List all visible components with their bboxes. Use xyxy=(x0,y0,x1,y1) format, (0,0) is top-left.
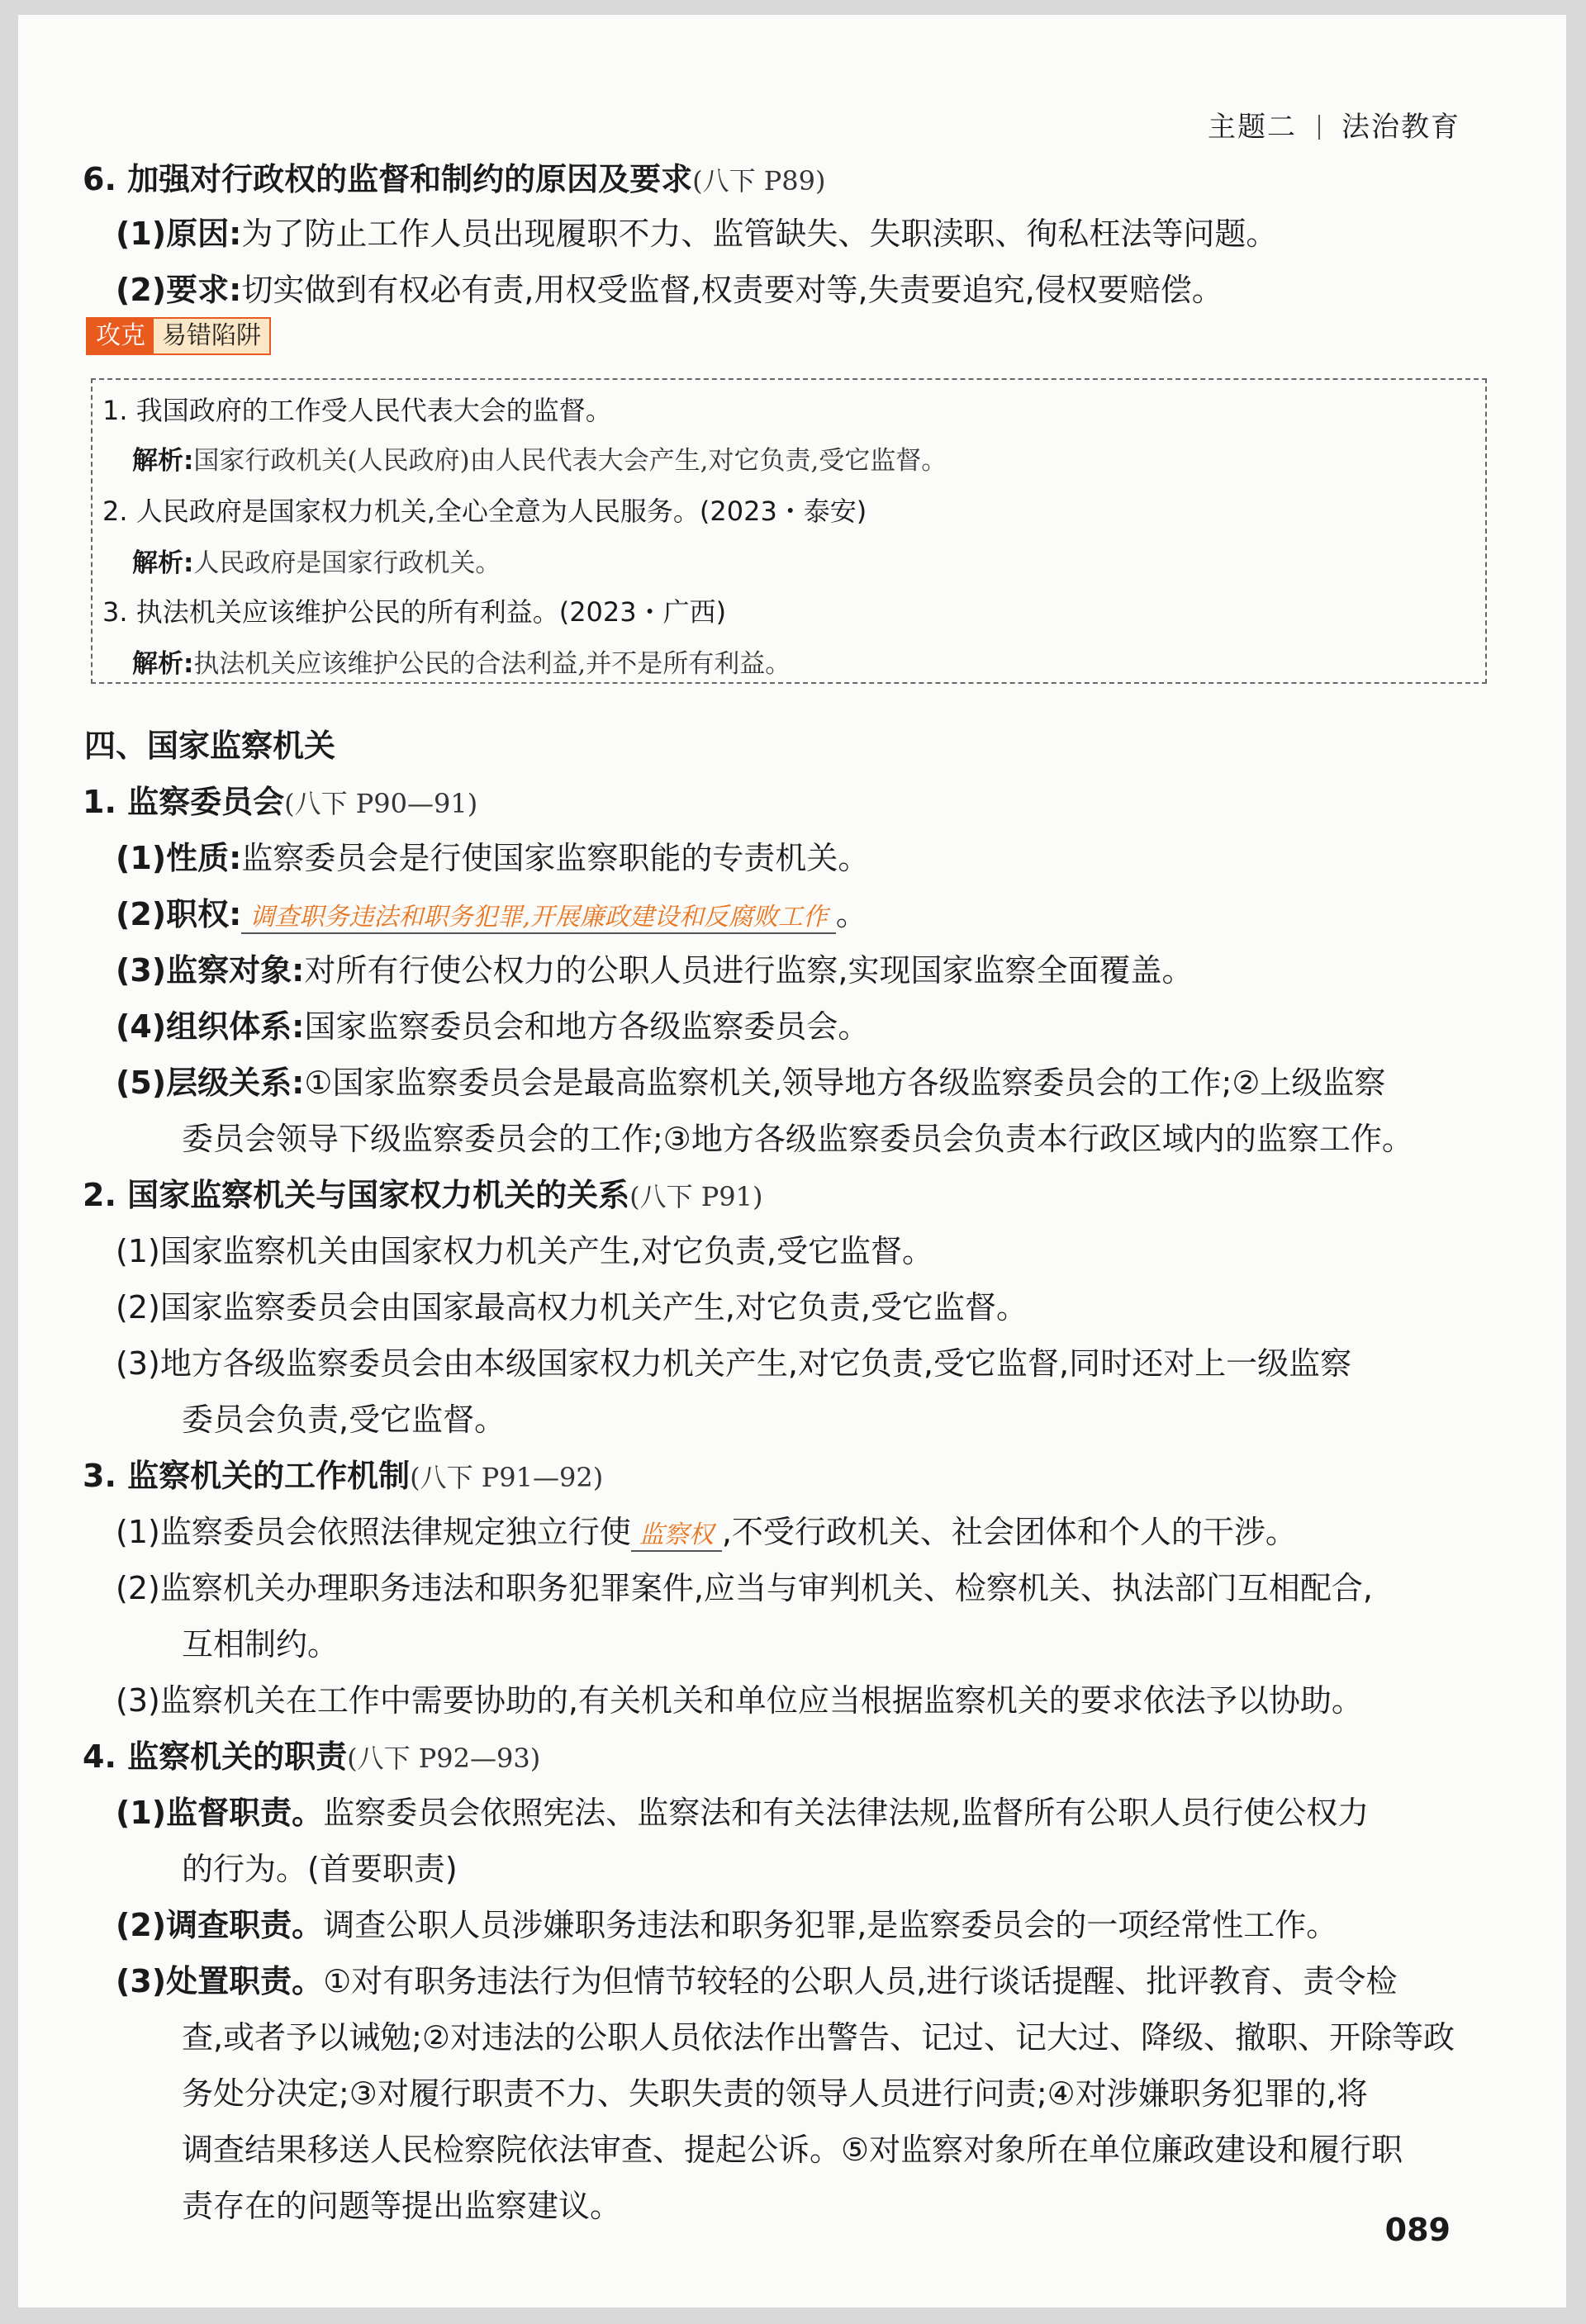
item-text: 切实做到有权必有责,用权受监督,权责要对等,失责要追究,侵权要赔偿。 xyxy=(241,272,1223,308)
item-text-cont: 查,或者予以诫勉;②对违法的公职人员依法作出警告、记过、记大过、降级、撤职、开除等政 xyxy=(182,2019,1455,2056)
p3-ref: (八下 P91—92) xyxy=(410,1462,604,1493)
item-text: 国家监察委员会和地方各级监察委员会。 xyxy=(304,1008,870,1045)
item-text-cont: 调查结果移送人民检察院依法审查、提起公诉。⑤对监察对象所在单位廉政建设和履行职 xyxy=(182,2132,1403,2168)
p2-ref: (八下 P91) xyxy=(629,1181,763,1212)
item-text-cont: 的行为。(首要职责) xyxy=(182,1851,458,1887)
page xyxy=(18,15,1566,2307)
trap-answer xyxy=(132,643,791,680)
p3-item-1 xyxy=(116,1506,1566,1552)
p4-ref: (八下 P92—93) xyxy=(347,1743,541,1774)
trap-box xyxy=(91,378,1487,684)
item-text: 对所有行使公权力的公职人员进行监察,实现国家监察全面覆盖。 xyxy=(304,952,1194,989)
badge-label: 易错陷阱 xyxy=(154,319,269,353)
p2-item-3: (3)地方各级监察委员会由本级国家权力机关产生,对它负责,受它监督,同时还对上一级监察 xyxy=(116,1345,1352,1382)
p1-title: 1. 监察委员会 xyxy=(83,784,285,820)
answer-label: 解析: xyxy=(132,548,194,578)
p1-item-1 xyxy=(116,832,1566,878)
item-text: ,不受行政机关、社会团体和个人的干涉。 xyxy=(721,1514,1297,1550)
header-divider xyxy=(1318,115,1320,140)
item-label: (2)调查职责。 xyxy=(116,1907,324,1943)
p1-item-3 xyxy=(116,945,1566,990)
item-text-cont: 委员会领导下级监察委员会的工作;③地方各级监察委员会负责本行政区域内的监察工作。 xyxy=(182,1121,1413,1157)
answer-text: 人民政府是国家行政机关。 xyxy=(193,548,501,578)
item-label: (3)监察对象: xyxy=(116,952,305,989)
trap-answer xyxy=(132,439,947,477)
trap-question: 3. 执法机关应该维护公民的所有利益。(2023・广西) xyxy=(102,596,727,628)
p4-item-3 xyxy=(116,1956,1566,2001)
badge-prefix: 攻克 xyxy=(88,319,154,353)
s6-item-1 xyxy=(116,208,1566,254)
p4-heading xyxy=(83,1731,1566,1776)
p4-title: 4. 监察机关的职责 xyxy=(83,1738,348,1775)
item-text: 监察委员会依照宪法、监察法和有关法律法规,监督所有公职人员行使公权力 xyxy=(323,1795,1370,1831)
header-subject: 法治教育 xyxy=(1341,111,1460,144)
p3-title: 3. 监察机关的工作机制 xyxy=(83,1458,411,1494)
s6-ref: (八下 P89) xyxy=(692,165,826,197)
answer-label: 解析: xyxy=(132,649,194,679)
p1-ref: (八下 P90—91) xyxy=(284,788,478,819)
trap-answer xyxy=(132,542,501,579)
item-text-cont: 责存在的问题等提出监察建议。 xyxy=(182,2188,622,2224)
answer-text: 国家行政机关(人民政府)由人民代表大会产生,对它负责,受它监督。 xyxy=(193,446,947,476)
p2-title: 2. 国家监察机关与国家权力机关的关系 xyxy=(83,1177,630,1213)
running-header xyxy=(1208,104,1472,145)
p1-heading xyxy=(83,776,1566,822)
item-text: 调查公职人员涉嫌职务违法和职务犯罪,是监察委员会的一项经常性工作。 xyxy=(323,1907,1338,1943)
p1-item-2 xyxy=(116,889,1566,934)
item-text-cont: 务处分决定;③对履行职责不力、失职失责的领导人员进行问责;④对涉嫌职务犯罪的,将 xyxy=(182,2075,1368,2112)
p1-item-5 xyxy=(116,1057,1566,1103)
p1-item-4 xyxy=(116,1001,1566,1046)
p2-heading xyxy=(83,1169,1566,1215)
item-label: (2)职权: xyxy=(116,896,242,932)
item-label: (1)原因: xyxy=(116,216,242,252)
item-text: 监察委员会是行使国家监察职能的专责机关。 xyxy=(241,840,870,876)
item-label: (3)处置职责。 xyxy=(116,1963,324,1999)
item-label: (1)监督职责。 xyxy=(116,1795,324,1831)
item-text: 为了防止工作人员出现履职不力、监管缺失、失职渎职、徇私枉法等问题。 xyxy=(241,216,1278,252)
item-text-cont: 委员会负责,受它监督。 xyxy=(182,1402,506,1438)
p3-item-3: (3)监察机关在工作中需要协助的,有关机关和单位应当根据监察机关的要求依法予以协助。 xyxy=(116,1682,1363,1719)
p2-item-1: (1)国家监察机关由国家权力机关产生,对它负责,受它监督。 xyxy=(116,1233,933,1269)
item-text: ①国家监察委员会是最高监察机关,领导地方各级监察委员会的工作;②上级监察 xyxy=(304,1065,1386,1101)
item-label: (2)要求: xyxy=(116,272,242,308)
answer-label: 解析: xyxy=(132,446,194,476)
handwritten-answer: 调查职务违法和职务犯罪,开展廉政建设和反腐败工作 xyxy=(241,896,836,934)
trap-question: 2. 人民政府是国家权力机关,全心全意为人民服务。(2023・泰安) xyxy=(102,496,867,527)
item-text: ①对有职务违法行为但情节较轻的公职人员,进行谈话提醒、批评教育、责令检 xyxy=(323,1963,1398,1999)
trap-question: 1. 我国政府的工作受人民代表大会的监督。 xyxy=(102,395,612,426)
p4-item-2 xyxy=(116,1900,1566,1945)
item-text-cont: 互相制约。 xyxy=(182,1626,340,1662)
item-text: 。 xyxy=(835,896,867,932)
page-number: 089 xyxy=(1384,2212,1451,2248)
p4-item-1 xyxy=(116,1787,1566,1833)
item-label: (5)层级关系: xyxy=(116,1065,305,1101)
handwritten-answer: 监察权 xyxy=(631,1514,722,1552)
p3-heading xyxy=(83,1450,1566,1496)
s6-title: 6. 加强对行政权的监督和制约的原因及要求 xyxy=(83,161,693,197)
s6-heading xyxy=(83,154,1566,199)
trap-badge xyxy=(86,317,271,355)
p3-item-2: (2)监察机关办理职务违法和职务犯罪案件,应当与审判机关、检察机关、执法部门互相配合, xyxy=(116,1570,1373,1606)
item-text: (1)监察委员会依照法律规定独立行使 xyxy=(116,1514,631,1550)
section-heading: 四、国家监察机关 xyxy=(84,728,336,764)
header-topic: 主题二 xyxy=(1208,111,1297,144)
s6-item-2 xyxy=(116,264,1566,310)
answer-text: 执法机关应该维护公民的合法利益,并不是所有利益。 xyxy=(193,649,791,679)
item-label: (1)性质: xyxy=(116,840,242,876)
p2-item-2: (2)国家监察委员会由国家最高权力机关产生,对它负责,受它监督。 xyxy=(116,1289,1028,1326)
item-label: (4)组织体系: xyxy=(116,1008,305,1045)
